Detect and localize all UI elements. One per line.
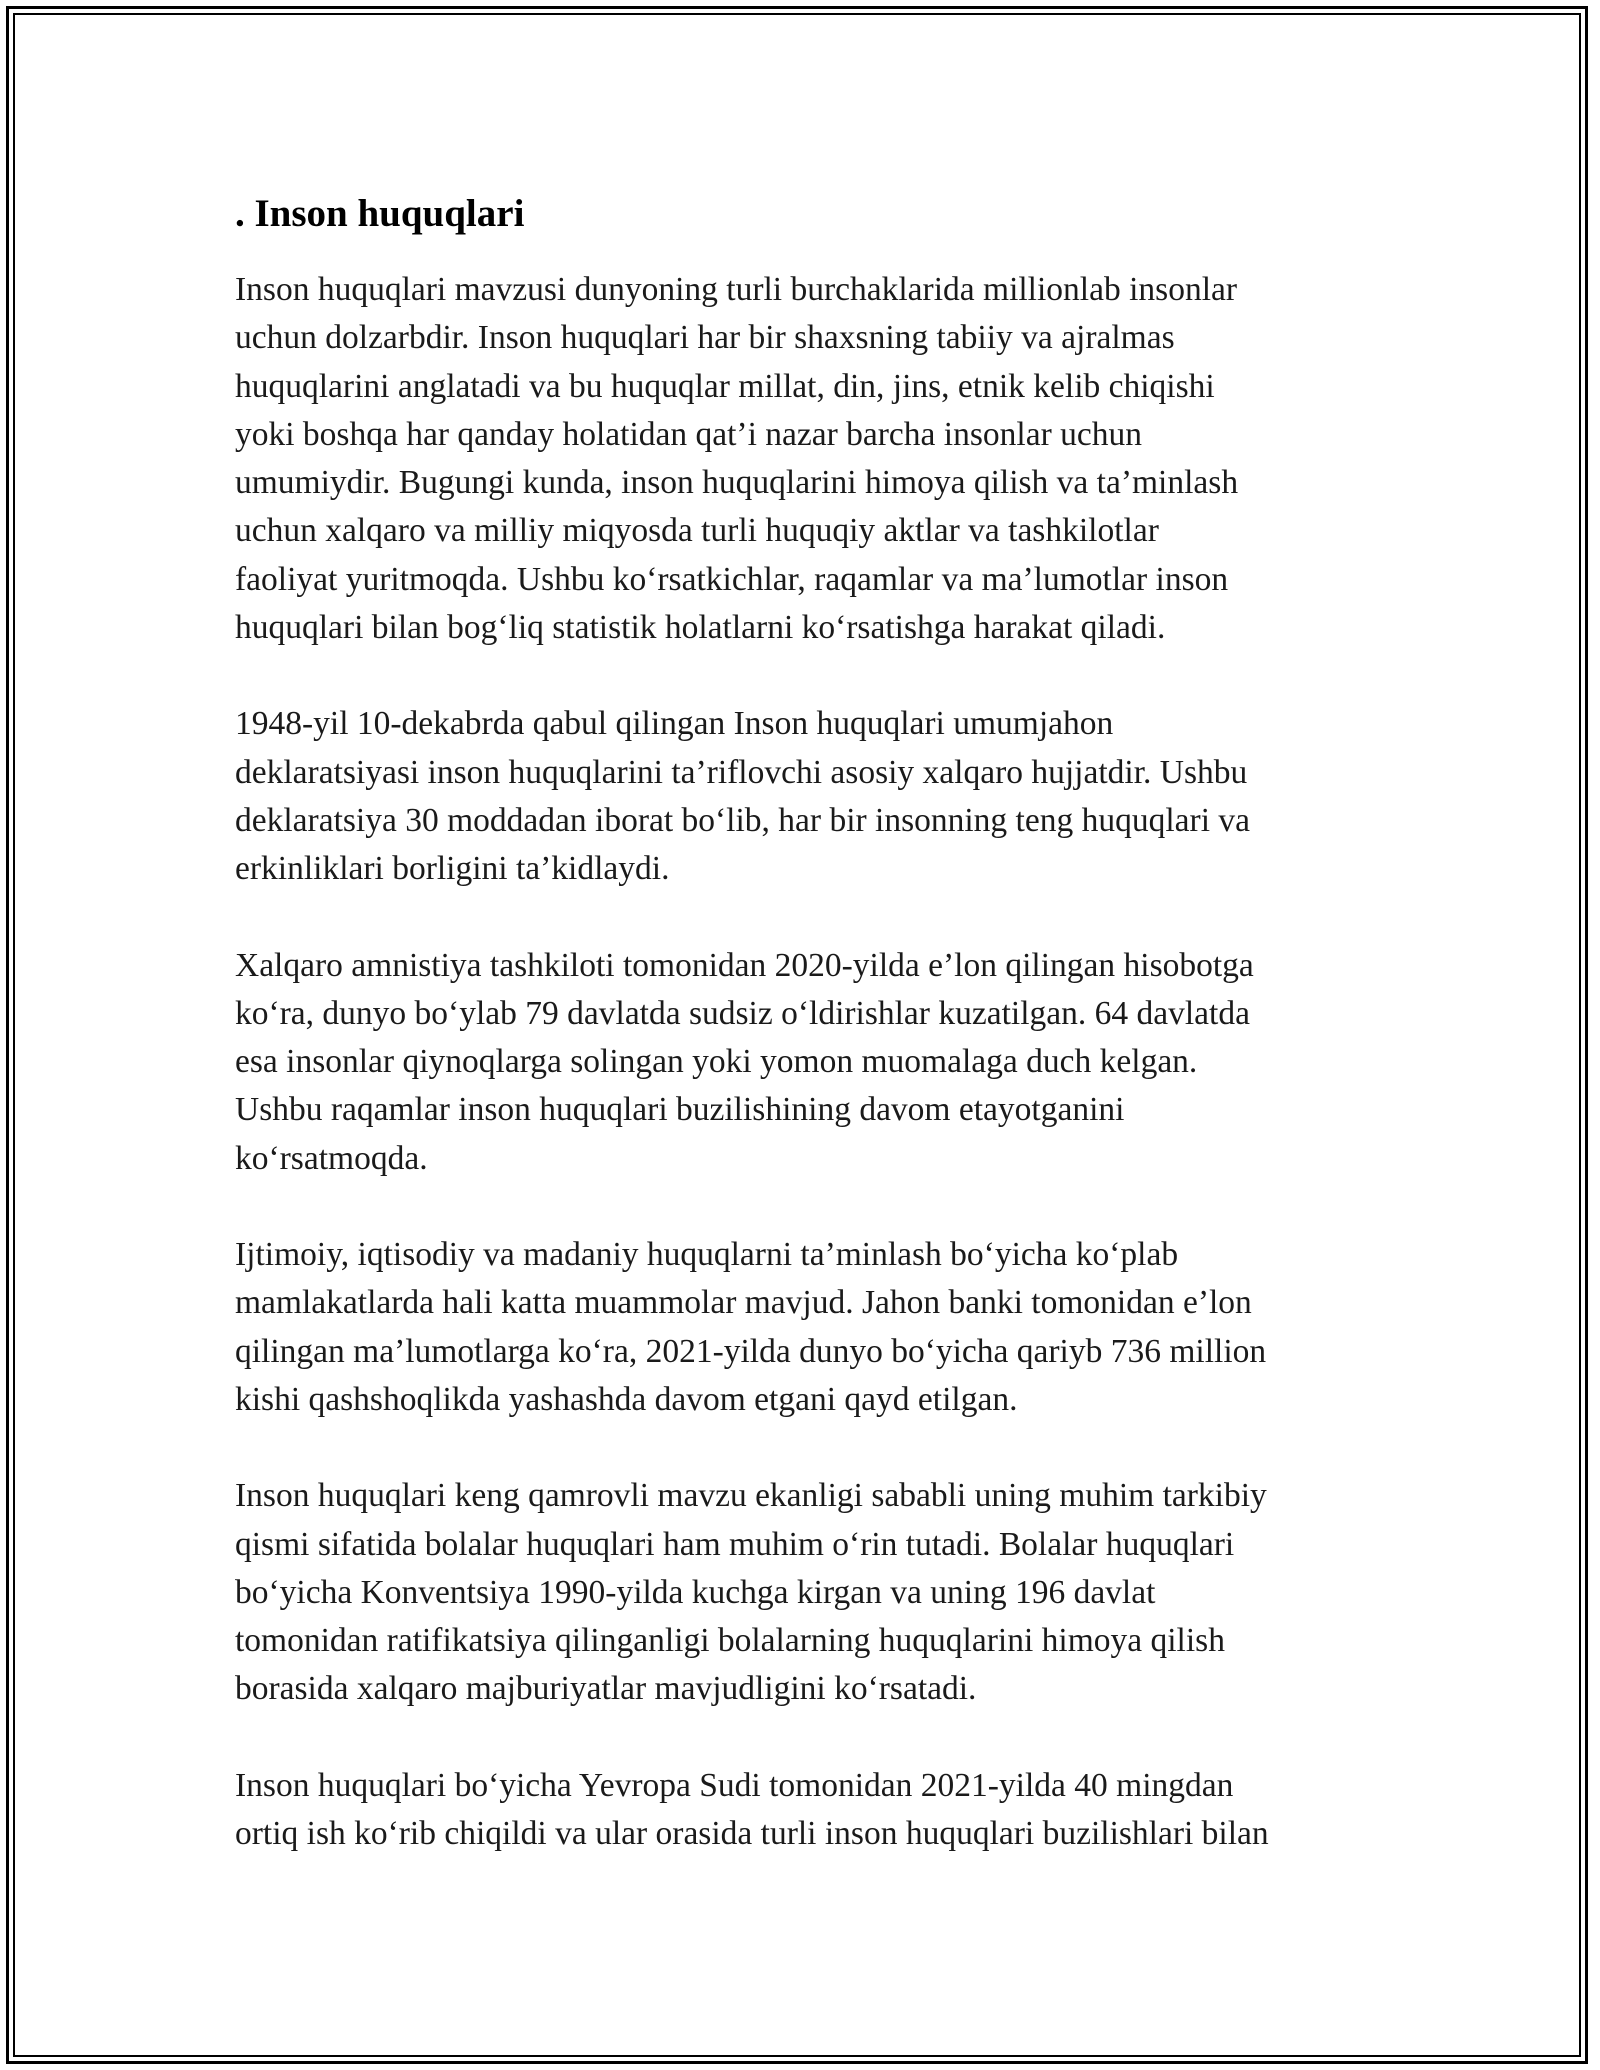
paragraph-intro: Inson huquqlari mavzusi dunyoning turli burchaklarida millionlab insonlar uchun dolzarbdir. Inson huquqlari har bir shaxsning tabiiy va ajralmas huquqlarini anglatadi va bu huquqlar millat, din, jins, etnik kelib chiqishi yoki boshqa har qanday holatidan qat’i nazar barcha insonlar uchun umumiydir. Bugungi kunda, inson huquqlarini himoya qilish va ta’minlash uchun xalqaro va milliy miqyosda turli huquqiy aktlar va tashkilotlar faoliyat yuritmoqda. Ushbu ko‘rsatkichlar, raqamlar va ma’lumotlar inson huquqlari bilan bog‘liq statistik holatlarni ko‘rsatishga harakat qiladi. [235, 271, 1239, 647]
document-body [235, 188, 1375, 1906]
paragraph-social-rights: Ijtimoiy, iqtisodiy va madaniy huquqlarni ta’minlash bo‘yicha ko‘plab mamlakatlarda hali katta muammolar mavjud. Jahon banki tomonidan e’lon qilingan ma’lumotlarga ko‘ra, 2021-yilda dunyo bo‘yicha qariyb 736 million kishi qashshoqlikda yashashda davom etgani qayd etilgan. [235, 1236, 1267, 1418]
paragraph-european-court: Inson huquqlari bo‘yicha Yevropa Sudi tomonidan 2021-yilda 40 mingdan ortiq ish ko‘rib chiqildi va ular orasida turli inson huquqlari buzilishlari bilan [235, 1766, 1269, 1853]
paragraph-amnesty: Xalqaro amnistiya tashkiloti tomonidan 2020-yilda e’lon qilingan hisobotga ko‘ra, dunyo bo‘ylab 79 davlatda sudsiz o‘ldirishlar kuzatilgan. 64 davlatda esa insonlar qiynoqlarga solingan yoki yomon muomalaga duch kelgan. Ushbu raqamlar inson huquqlari buzilishining davom etayotganini ko‘rsatmoqda. [235, 946, 1254, 1177]
paragraph-declaration: 1948-yil 10-dekabrda qabul qilingan Inson huquqlari umumjahon deklaratsiyasi inson huquqlarini ta’riflovchi asosiy xalqaro hujjatdir. Ushbu deklaratsiya 30 moddadan iborat bo‘lib, har bir insonning teng huquqlari va erkinliklari borligini ta’kidlaydi. [235, 705, 1250, 888]
paragraph-child-rights: Inson huquqlari keng qamrovli mavzu ekanligi sababli uning muhim tarkibiy qismi sifatida bolalar huquqlari ham muhim o‘rin tutadi. Bolalar huquqlari bo‘yicha Konventsiya 1990-yilda kuchga kirgan va uning 196 davlat tomonidan ratifikatsiya qilinganligi bolalarning huquqlarini himoya qilish borasida xalqaro majburiyatlar mavjudligini ko‘rsatadi. [235, 1477, 1267, 1708]
document-title: . Inson huquqlari [235, 192, 525, 235]
